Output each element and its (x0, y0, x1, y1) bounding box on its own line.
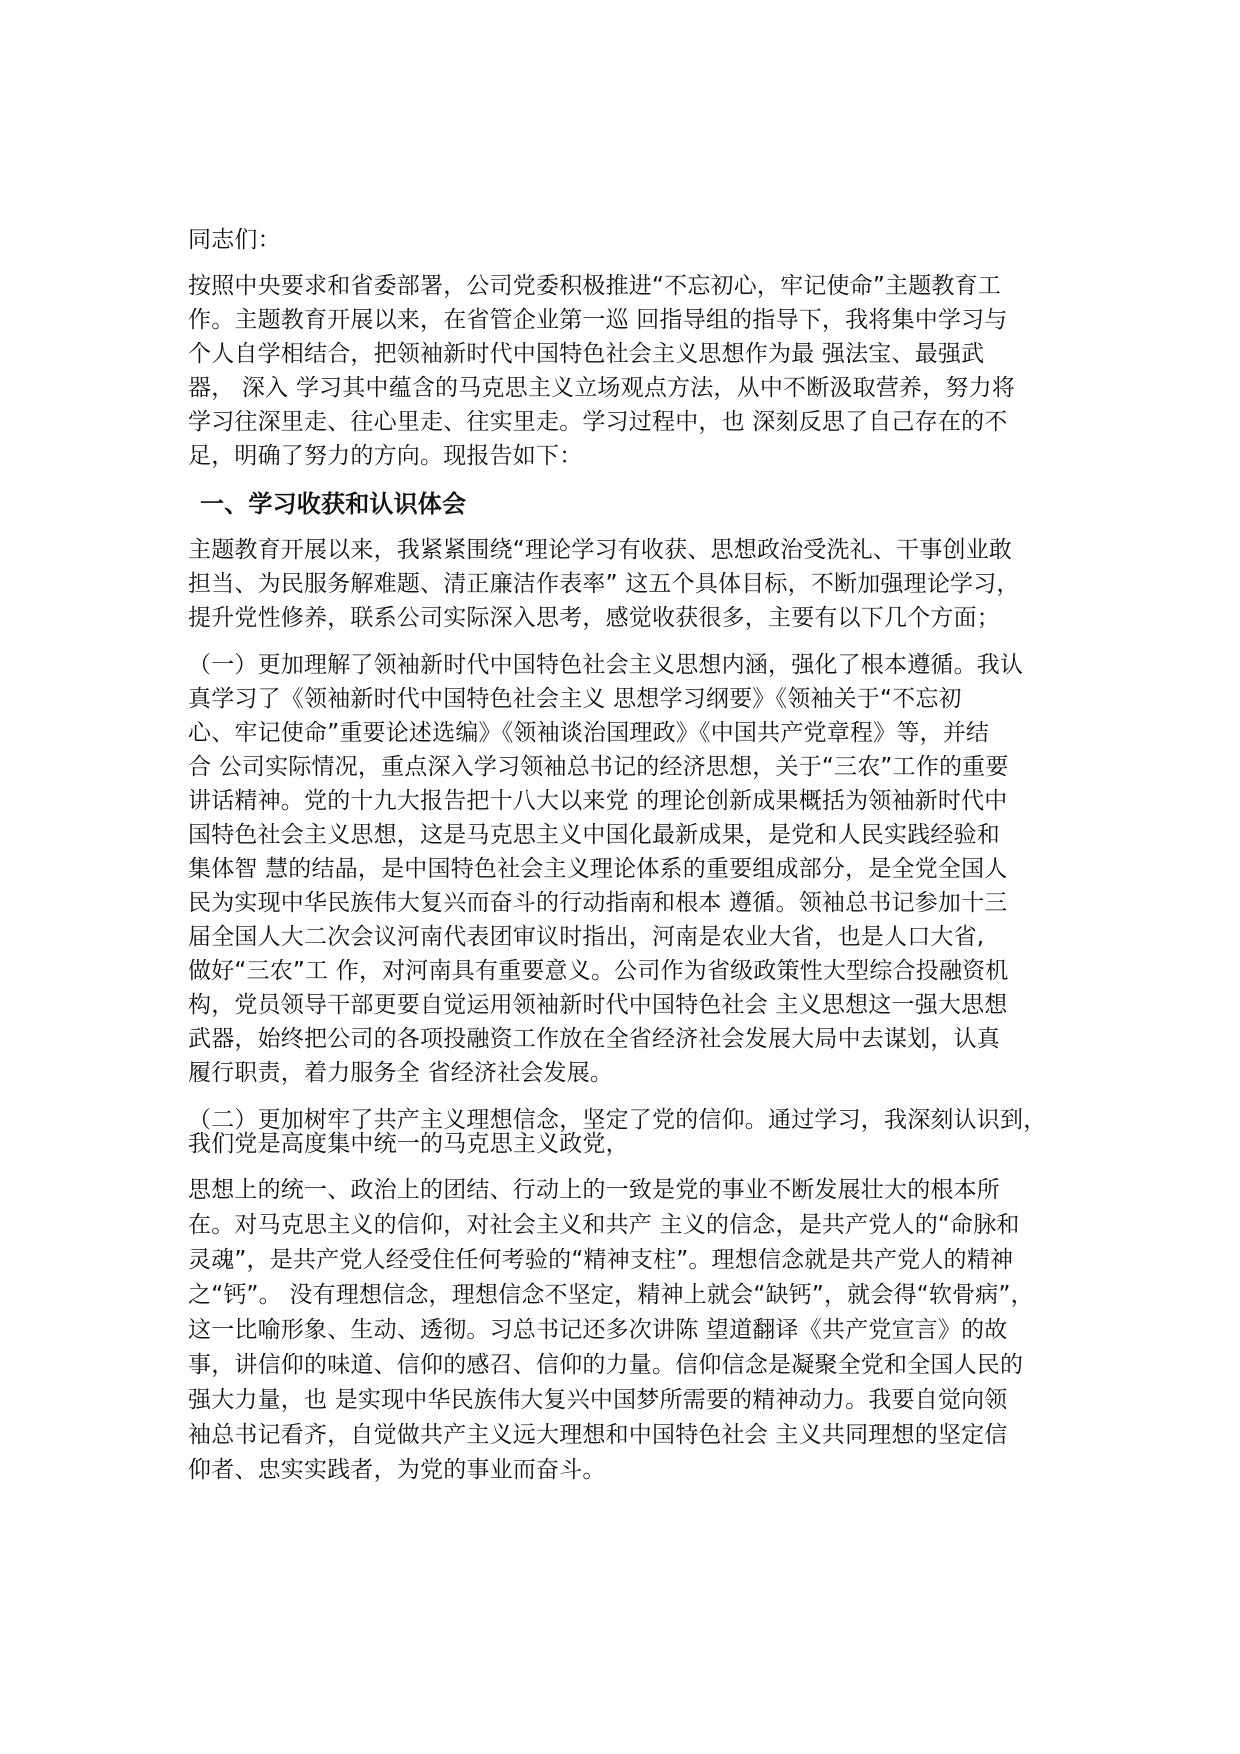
section-heading: 一、学习收获和认识体会 (200, 490, 467, 518)
point1-line: 心、牢记使命”重要论述选编》《领袖谈治国理政》《中国共产党章程》等，并结 (188, 720, 990, 746)
point1-line: 集体智 慧的结晶，是中国特色社会主义理论体系的重要组成部分，是全党全国人 (188, 856, 1008, 882)
point2-line: 灵魂”，是共产党人经受住任何考验的“精神支柱”。理想信念就是共产党人的精神 (188, 1247, 1014, 1273)
point2-line: 强大力量，也 是实现中华民族伟大复兴中国梦所需要的精神动力。我要自觉向领 (188, 1387, 1008, 1413)
point1-line: 武器，始终把公司的各项投融资工作放在全省经济社会发展大局中去谋划，认真 (188, 1026, 1000, 1052)
point2-line: 事，讲信仰的味道、信仰的感召、信仰的力量。信仰信念是凝聚全党和全国人民的 (188, 1352, 1024, 1378)
point1-line: 民为实现中华民族伟大复兴而奋斗的行动指南和根本 遵循。领袖总书记参加十三 (188, 890, 1008, 916)
point1-line: 国特色社会主义思想，这是马克思主义中国化最新成果，是党和人民实践经验和 (188, 822, 1000, 848)
section1-intro-line: 主题教育开展以来，我紧紧围绕“理论学习有收获、思想政治受洗礼、干事创业敢 (188, 537, 1013, 563)
intro-line: 按照中央要求和省委部署，公司党委积极推进“不忘初心，牢记使命”主题教育工 (188, 273, 1002, 299)
point2-line: 之“钙”。 没有理想信念，理想信念不坚定，精神上就会“缺钙”，就会得“软骨病”， (188, 1282, 1034, 1308)
point1-line: 届全国人大二次会议河南代表团审议时指出，河南是农业大省，也是人口大省, (188, 924, 985, 950)
point1-line: 合 公司实际情况，重点深入学习领袖总书记的经济思想，关于“三农”工作的重要 (188, 754, 1009, 780)
intro-line: 器， 深入 学习其中蕴含的马克思主义立场观点方法，从中不断汲取营养，努力将 (188, 375, 1016, 401)
point2-intro-line: 我们党是高度集中统一的马克思主义政党， (188, 1131, 629, 1157)
point2-intro-line: （二）更加树牢了共产主义理想信念，坚定了党的信仰。通过学习，我深刻认识到， (188, 1107, 1047, 1133)
salutation: 同志们： (188, 227, 281, 253)
point1-line: 讲话精神。党的十九大报告把十八大以来党 的理论创新成果概括为领袖新时代中 (188, 788, 1008, 814)
intro-line: 作。主题教育开展以来，在省管企业第一巡 回指导组的指导下，我将集中学习与 (188, 307, 1008, 333)
point2-line: 在。对马克思主义的信仰，对社会主义和共产 主义的信念，是共产党人的“命脉和 (188, 1212, 1020, 1238)
intro-line: 个人自学相结合，把领袖新时代中国特色社会主义思想作为最 强法宝、最强武 (188, 341, 985, 367)
point2-line: 思想上的统一、政治上的团结、行动上的一致是党的事业不断发展壮大的根本所 (188, 1177, 1000, 1203)
point1-line: 履行职责，着力服务全 省经济社会发展。 (188, 1060, 614, 1086)
point2-line: 这一比喻形象、生动、透彻。习总书记还多次讲陈 望道翻译《共产党宣言》的故 (188, 1317, 1008, 1343)
point2-line: 袖总书记看齐，自觉做共产主义远大理想和中国特色社会 主义共同理想的坚定信 (188, 1422, 1008, 1448)
intro-line: 足，明确了努力的方向。现报告如下： (188, 443, 583, 469)
point2-line: 仰者、忠实实践者，为党的事业而奋斗。 (188, 1457, 606, 1483)
point1-line: （一）更加理解了领袖新时代中国特色社会主义思想内涵，强化了根本遵循。我认 (188, 652, 1024, 678)
section1-intro-line: 担当、为民服务解难题、清正廉洁作表率” 这五个具体目标，不断加强理论学习， (188, 571, 1020, 597)
point1-line: 真学习了《领袖新时代中国特色社会主义 思想学习纲要》《领袖关于“不忘初 (188, 686, 962, 712)
point1-line: 做好“三农”工 作，对河南具有重要意义。公司作为省级政策性大型综合投融资机 (188, 958, 1009, 984)
section1-intro-line: 提升党性修养，联系公司实际深入思考，感觉收获很多，主要有以下几个方面； (188, 605, 1000, 631)
point1-line: 构，党员领导干部更要自觉运用领袖新时代中国特色社会 主义思想这一强大思想 (188, 992, 1008, 1018)
intro-line: 学习往深里走、往心里走、往实里走。学习过程中，也 深刻反思了自己存在的不 (188, 409, 1008, 435)
